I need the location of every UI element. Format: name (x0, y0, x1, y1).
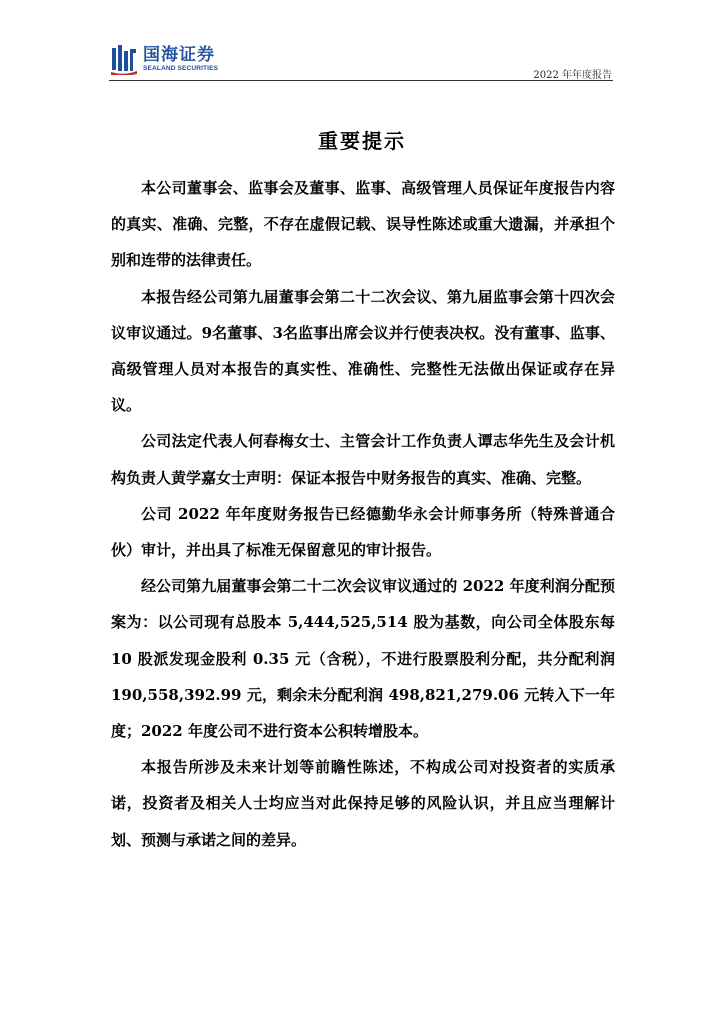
logo-english-name: SEALAND SECURITIES (143, 65, 219, 73)
document-body (111, 170, 615, 858)
paragraph-approval: 本报告经公司第九届董事会第二十二次会议、第九届监事会第十四次会议审议通过。9名董事、3名监事出席会议并行使表决权。没有董事、监事、高级管理人员对本报告的真实性、准确性、完整性无法做出保证或存在异议。 (111, 287, 615, 415)
paragraph-profit-distribution: 经公司第九届董事会第二十二次会议审议通过的 2022 年度利润分配预案为：以公司现有总股本 5,444,525,514 股为基数，向公司全体股东每 10 股派发现金股利 0.35 元（含税），不进行股票股利分配，共分配利润 190,558,392.99 元，剩余未分配利润 498,821,279.06 元转入下一年度；2022 年度公司不进行资本公积转增股本。 (111, 577, 615, 741)
report-label: 2022 年年度报告 (533, 70, 612, 81)
paragraph-declaration: 公司法定代表人何春梅女士、主管会计工作负责人谭志华先生及会计机构负责人黄学嘉女士声明：保证本报告中财务报告的真实、准确、完整。 (111, 432, 615, 487)
paragraph-forward-looking: 本报告所涉及未来计划等前瞻性陈述，不构成公司对投资者的实质承诺，投资者及相关人士均应当对此保持足够的风险认识，并且应当理解计划、预测与承诺之间的差异。 (111, 758, 615, 849)
page-title: 重要提示 (318, 129, 406, 153)
paragraph-guarantee: 本公司董事会、监事会及董事、监事、高级管理人员保证年度报告内容的真实、准确、完整，不存在虚假记载、误导性陈述或重大遗漏，并承担个别和连带的法律责任。 (111, 179, 615, 270)
paragraph-audit: 公司 2022 年年度财务报告已经德勤华永会计师事务所（特殊普通合伙）审计，并出具了标准无保留意见的审计报告。 (111, 504, 615, 560)
sealand-logo-icon (111, 45, 137, 75)
header-divider (109, 80, 613, 81)
company-logo (111, 44, 218, 76)
logo-chinese-name: 国海证券 (143, 45, 215, 66)
